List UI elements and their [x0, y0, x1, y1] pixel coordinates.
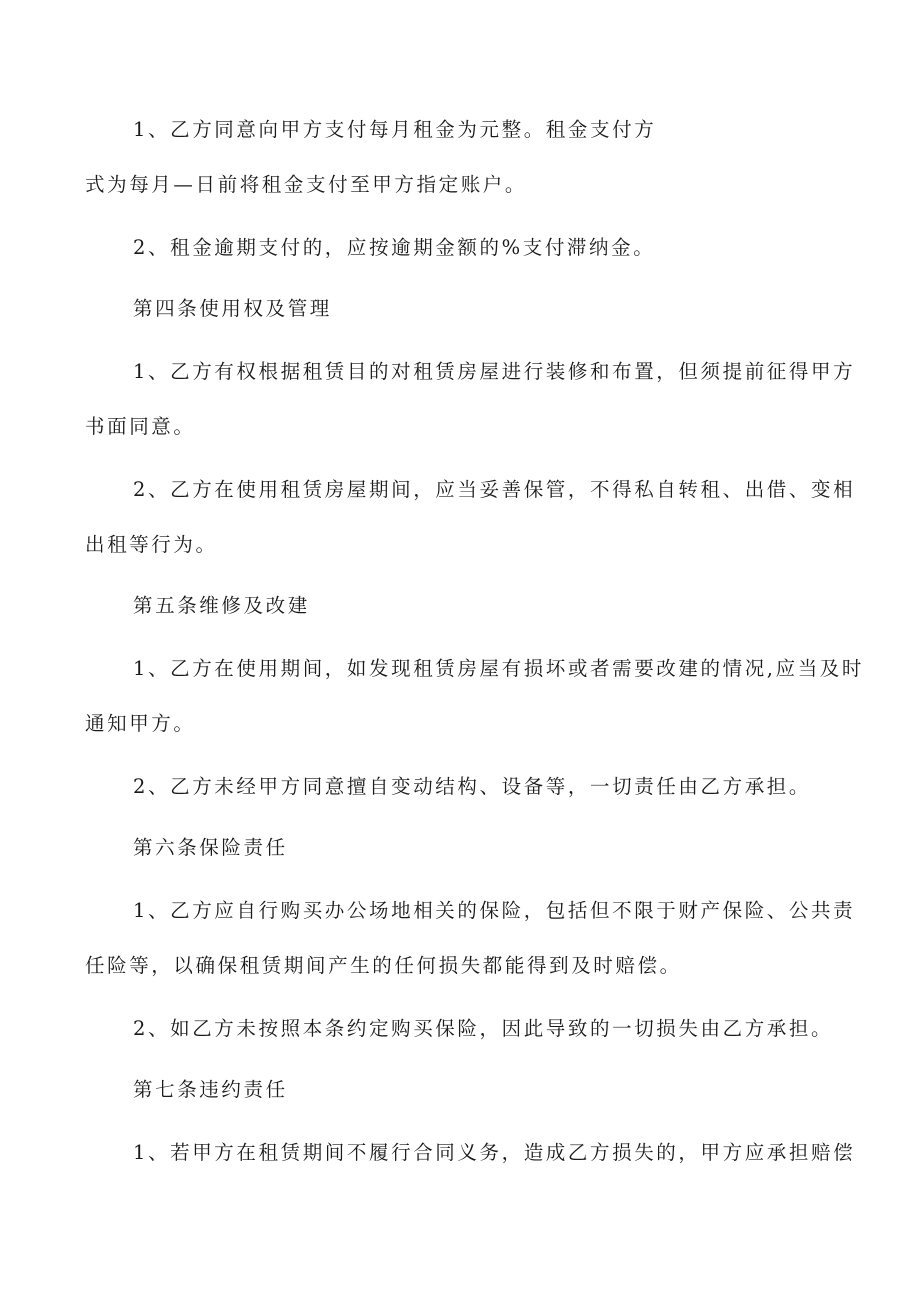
paragraph-line: 任险等，以确保租赁期间产生的任何损失都能得到及时赔偿。: [85, 954, 682, 977]
paragraph-line: 1、乙方在使用期间，如发现租赁房屋有损坏或者需要改建的情况,应当及时: [133, 657, 865, 680]
section-heading: 第五条维修及改建: [133, 594, 310, 617]
paragraph-line: 通知甲方。: [85, 712, 196, 735]
paragraph-line: 2、乙方未经甲方同意擅自变动结构、设备等，一切责任由乙方承担。: [133, 775, 812, 798]
section-heading: 第四条使用权及管理: [133, 297, 332, 320]
paragraph-line: 书面同意。: [85, 415, 196, 438]
section-heading: 第七条违约责任: [133, 1078, 288, 1101]
paragraph-line: 1、乙方有权根据租赁目的对租赁房屋进行装修和布置，但须提前征得甲方: [133, 360, 856, 383]
paragraph-line: 1、乙方应自行购买办公场地相关的保险，包括但不限于财产保险、公共责: [133, 899, 856, 922]
paragraph-line: 1、若甲方在租赁期间不履行合同义务，造成乙方损失的，甲方应承担赔偿: [133, 1141, 856, 1164]
paragraph-line: 2、租金逾期支付的，应按逾期金额的%支付滞纳金。: [133, 236, 656, 259]
paragraph-line: 出租等行为。: [85, 533, 218, 556]
paragraph-line: 式为每月—日前将租金支付至甲方指定账户。: [85, 173, 528, 196]
paragraph-line: 2、乙方在使用租赁房屋期间，应当妥善保管，不得私自转租、出借、变相: [133, 478, 856, 501]
paragraph-line: 1、乙方同意向甲方支付每月租金为元整。租金支付方: [133, 118, 657, 141]
section-heading: 第六条保险责任: [133, 836, 288, 859]
paragraph-line: 2、如乙方未按照本条约定购买保险，因此导致的一切损失由乙方承担。: [133, 1017, 834, 1040]
